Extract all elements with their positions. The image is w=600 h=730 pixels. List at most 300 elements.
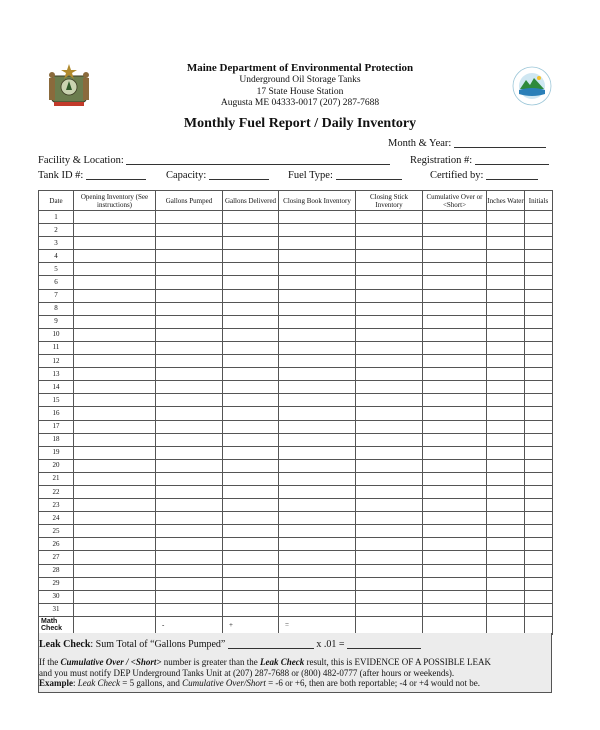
entry-cell[interactable] [223,237,279,250]
entry-cell[interactable] [279,564,356,577]
entry-cell[interactable] [423,394,487,407]
entry-cell[interactable] [74,538,156,551]
entry-cell[interactable] [74,328,156,341]
entry-cell[interactable] [356,407,423,420]
entry-cell[interactable] [279,499,356,512]
notify-text: and you must notify DEP Underground Tanks Unit at (207) 287-7688 or (800) 482-0777 (after hours or weekends). [39,667,455,678]
entry-cell[interactable] [156,315,223,328]
entry-cell[interactable] [423,381,487,394]
entry-cell[interactable] [74,381,156,394]
leak-check-label: Leak Check [39,639,91,650]
table-row [39,368,553,381]
entry-cell[interactable] [223,499,279,512]
entry-cell[interactable] [487,525,525,538]
month-year-field[interactable] [454,147,546,148]
page-title: Monthly Fuel Report / Daily Inventory [183,116,417,131]
entry-cell[interactable] [423,564,487,577]
entry-cell[interactable] [423,551,487,564]
entry-cell[interactable] [156,512,223,525]
entry-cell[interactable] [74,525,156,538]
table-row [39,590,553,603]
entry-cell[interactable] [356,590,423,603]
entry-cell[interactable] [74,499,156,512]
day-number: 14 [39,381,74,394]
entry-cell[interactable] [223,459,279,472]
entry-cell[interactable] [356,433,423,446]
entry-cell[interactable] [423,276,487,289]
entry-cell[interactable] [74,237,156,250]
entry-cell[interactable] [279,485,356,498]
entry-cell[interactable] [423,459,487,472]
entry-cell[interactable] [223,433,279,446]
entry-cell[interactable] [74,433,156,446]
entry-cell[interactable] [279,590,356,603]
entry-cell[interactable] [487,538,525,551]
math-cell[interactable] [525,616,553,634]
entry-cell[interactable] [423,250,487,263]
entry-cell[interactable] [356,250,423,263]
entry-cell[interactable] [156,355,223,368]
entry-cell[interactable] [74,577,156,590]
entry-cell[interactable] [356,538,423,551]
entry-cell[interactable] [525,355,553,368]
entry-cell[interactable] [156,459,223,472]
entry-cell[interactable] [487,381,525,394]
entry-cell[interactable] [74,263,156,276]
entry-cell[interactable] [487,263,525,276]
day-number: 15 [39,394,74,407]
entry-cell[interactable] [223,289,279,302]
entry-cell[interactable] [223,525,279,538]
entry-cell[interactable] [223,355,279,368]
entry-cell[interactable] [223,485,279,498]
entry-cell[interactable] [223,302,279,315]
entry-cell[interactable] [279,355,356,368]
entry-cell[interactable] [74,446,156,459]
agency-header [0,62,600,110]
math-cell[interactable] [423,616,487,634]
entry-cell[interactable] [356,472,423,485]
entry-cell[interactable] [74,315,156,328]
entry-cell[interactable] [487,315,525,328]
entry-cell[interactable] [74,302,156,315]
entry-cell[interactable] [525,512,553,525]
entry-cell[interactable] [423,407,487,420]
entry-cell[interactable] [156,237,223,250]
entry-cell[interactable] [423,590,487,603]
entry-cell[interactable] [423,302,487,315]
entry-cell[interactable] [487,368,525,381]
warning-emphasis: Cumulative Over / <Short> [60,657,162,667]
table-row [39,472,553,485]
entry-cell[interactable] [487,289,525,302]
entry-cell[interactable] [223,590,279,603]
entry-cell[interactable] [487,224,525,237]
entry-cell[interactable] [423,577,487,590]
entry-cell[interactable] [487,590,525,603]
entry-cell[interactable] [279,538,356,551]
day-number: 3 [39,237,74,250]
entry-cell[interactable] [525,211,553,224]
entry-cell[interactable] [223,368,279,381]
table-row [39,328,553,341]
entry-cell[interactable] [487,328,525,341]
entry-cell[interactable] [356,485,423,498]
entry-cell[interactable] [156,433,223,446]
certified-by-field[interactable] [486,179,538,180]
entry-cell[interactable] [356,237,423,250]
math-cell[interactable] [74,616,156,634]
entry-cell[interactable] [423,328,487,341]
entry-cell[interactable] [525,407,553,420]
entry-cell[interactable] [74,512,156,525]
entry-cell[interactable] [223,512,279,525]
entry-cell[interactable] [487,499,525,512]
entry-cell[interactable] [487,302,525,315]
entry-cell[interactable] [423,237,487,250]
entry-cell[interactable] [156,328,223,341]
entry-cell[interactable] [356,577,423,590]
entry-cell[interactable] [223,564,279,577]
entry-cell[interactable] [279,446,356,459]
entry-cell[interactable] [423,211,487,224]
entry-cell[interactable] [525,525,553,538]
tank-id-label: Tank ID #: [38,170,84,181]
entry-cell[interactable] [156,394,223,407]
table-row [39,302,553,315]
entry-cell[interactable] [356,499,423,512]
entry-cell[interactable] [423,472,487,485]
entry-cell[interactable] [525,446,553,459]
entry-cell[interactable] [279,603,356,616]
entry-cell[interactable] [279,551,356,564]
entry-cell[interactable] [525,499,553,512]
entry-cell[interactable] [423,603,487,616]
entry-cell[interactable] [487,433,525,446]
entry-cell[interactable] [223,224,279,237]
day-number: 21 [39,472,74,485]
entry-cell[interactable] [279,577,356,590]
example-text: = 5 gallons, and [120,678,183,688]
leak-check-formula: x .01 = [316,639,345,650]
entry-cell[interactable] [223,603,279,616]
entry-cell[interactable] [356,289,423,302]
entry-cell[interactable] [279,512,356,525]
entry-cell[interactable] [423,499,487,512]
entry-cell[interactable] [279,420,356,433]
entry-cell[interactable] [223,551,279,564]
day-number: 11 [39,341,74,354]
entry-cell[interactable] [356,459,423,472]
entry-cell[interactable] [525,250,553,263]
entry-cell[interactable] [156,577,223,590]
entry-cell[interactable] [423,525,487,538]
entry-cell[interactable] [423,433,487,446]
entry-cell[interactable] [525,472,553,485]
entry-cell[interactable] [525,302,553,315]
entry-cell[interactable] [356,420,423,433]
entry-cell[interactable] [423,263,487,276]
entry-cell[interactable] [525,459,553,472]
day-number: 24 [39,512,74,525]
tank-id-field[interactable] [86,179,146,180]
entry-cell[interactable] [74,289,156,302]
entry-cell[interactable] [356,263,423,276]
entry-cell[interactable] [156,381,223,394]
entry-cell[interactable] [525,420,553,433]
entry-cell[interactable] [356,603,423,616]
entry-cell[interactable] [525,224,553,237]
entry-cell[interactable] [279,525,356,538]
entry-cell[interactable] [279,263,356,276]
entry-cell[interactable] [525,394,553,407]
entry-cell[interactable] [279,328,356,341]
capacity-field[interactable] [209,179,269,180]
entry-cell[interactable] [487,512,525,525]
entry-cell[interactable] [74,250,156,263]
entry-cell[interactable] [487,237,525,250]
entry-cell[interactable] [156,368,223,381]
math-cell[interactable] [356,616,423,634]
table-row [39,289,553,302]
entry-cell[interactable] [487,603,525,616]
entry-cell[interactable] [156,499,223,512]
entry-cell[interactable] [156,603,223,616]
entry-cell[interactable] [223,472,279,485]
table-row [39,433,553,446]
entry-cell[interactable] [279,211,356,224]
entry-cell[interactable] [223,211,279,224]
entry-cell[interactable] [525,485,553,498]
entry-cell[interactable] [423,368,487,381]
day-number: 29 [39,577,74,590]
entry-cell[interactable] [525,551,553,564]
entry-cell[interactable] [525,564,553,577]
table-row [39,538,553,551]
leak-check-section [38,633,552,693]
entry-cell[interactable] [487,472,525,485]
entry-cell[interactable] [279,237,356,250]
example-line [39,678,480,688]
entry-cell[interactable] [487,577,525,590]
math-check-label: Math Check [39,616,74,634]
entry-cell[interactable] [525,368,553,381]
entry-cell[interactable] [74,211,156,224]
entry-cell[interactable] [156,407,223,420]
entry-cell[interactable] [74,368,156,381]
entry-cell[interactable] [356,302,423,315]
entry-cell[interactable] [356,368,423,381]
entry-cell[interactable] [156,590,223,603]
entry-cell[interactable] [156,564,223,577]
entry-cell[interactable] [74,551,156,564]
fuel-type-field[interactable] [336,179,402,180]
entry-cell[interactable] [487,407,525,420]
entry-cell[interactable] [223,276,279,289]
entry-cell[interactable] [487,459,525,472]
entry-cell[interactable] [423,355,487,368]
entry-cell[interactable] [74,276,156,289]
entry-cell[interactable] [487,355,525,368]
entry-cell[interactable] [223,446,279,459]
entry-cell[interactable] [223,381,279,394]
entry-cell[interactable] [487,446,525,459]
entry-cell[interactable] [74,603,156,616]
entry-cell[interactable] [156,420,223,433]
col-initials: Initials [525,191,553,211]
entry-cell[interactable] [356,341,423,354]
entry-cell[interactable] [279,224,356,237]
entry-cell[interactable] [223,263,279,276]
leak-check-result-field[interactable] [347,648,421,649]
entry-cell[interactable] [487,485,525,498]
entry-cell[interactable] [423,315,487,328]
entry-cell[interactable] [279,315,356,328]
entry-cell[interactable] [156,289,223,302]
inventory-table [38,190,553,635]
entry-cell[interactable] [356,551,423,564]
entry-cell[interactable] [356,394,423,407]
entry-cell[interactable] [525,538,553,551]
gallons-pumped-total-field[interactable] [228,648,314,649]
entry-cell[interactable] [279,250,356,263]
entry-cell[interactable] [279,394,356,407]
entry-cell[interactable] [223,420,279,433]
entry-cell[interactable] [74,341,156,354]
entry-cell[interactable] [223,250,279,263]
entry-cell[interactable] [487,211,525,224]
entry-cell[interactable] [525,603,553,616]
entry-cell[interactable] [423,538,487,551]
entry-cell[interactable] [279,302,356,315]
entry-cell[interactable] [156,224,223,237]
entry-cell[interactable] [356,446,423,459]
entry-cell[interactable] [279,341,356,354]
entry-cell[interactable] [525,328,553,341]
entry-cell[interactable] [156,341,223,354]
entry-cell[interactable] [156,485,223,498]
entry-cell[interactable] [525,381,553,394]
entry-cell[interactable] [223,577,279,590]
agency-city-phone: Augusta ME 04333-0017 (207) 287-7688 [220,98,380,108]
entry-cell[interactable] [156,263,223,276]
entry-cell[interactable] [74,355,156,368]
entry-cell[interactable] [156,538,223,551]
entry-cell[interactable] [156,211,223,224]
entry-cell[interactable] [525,263,553,276]
entry-cell[interactable] [279,368,356,381]
facility-field[interactable] [126,164,390,165]
day-number: 7 [39,289,74,302]
table-row [39,407,553,420]
entry-cell[interactable] [487,420,525,433]
entry-cell[interactable] [223,328,279,341]
entry-cell[interactable] [356,512,423,525]
entry-cell[interactable] [223,407,279,420]
entry-cell[interactable] [525,289,553,302]
math-cell[interactable] [487,616,525,634]
entry-cell[interactable] [423,512,487,525]
entry-cell[interactable] [156,525,223,538]
entry-cell[interactable] [279,276,356,289]
entry-cell[interactable] [74,224,156,237]
entry-cell[interactable] [279,289,356,302]
entry-cell[interactable] [423,289,487,302]
entry-cell[interactable] [525,237,553,250]
entry-cell[interactable] [525,577,553,590]
entry-cell[interactable] [356,355,423,368]
col-closing-stick-inventory: Closing Stick Inventory [356,191,423,211]
entry-cell[interactable] [423,485,487,498]
entry-cell[interactable] [223,315,279,328]
entry-cell[interactable] [356,564,423,577]
entry-cell[interactable] [423,446,487,459]
entry-cell[interactable] [156,472,223,485]
entry-cell[interactable] [356,276,423,289]
entry-cell[interactable] [423,420,487,433]
day-number: 28 [39,564,74,577]
entry-cell[interactable] [487,250,525,263]
entry-cell[interactable] [74,472,156,485]
fuel-type-row [288,170,402,181]
day-number: 27 [39,551,74,564]
entry-cell[interactable] [156,276,223,289]
entry-cell[interactable] [223,341,279,354]
entry-cell[interactable] [356,224,423,237]
entry-cell[interactable] [74,459,156,472]
entry-cell[interactable] [223,538,279,551]
entry-cell[interactable] [487,551,525,564]
entry-cell[interactable] [487,394,525,407]
entry-cell[interactable] [356,315,423,328]
entry-cell[interactable] [356,381,423,394]
entry-cell[interactable] [279,472,356,485]
entry-cell[interactable] [279,459,356,472]
entry-cell[interactable] [279,433,356,446]
entry-cell[interactable] [356,211,423,224]
entry-cell[interactable] [525,315,553,328]
entry-cell[interactable] [156,302,223,315]
entry-cell[interactable] [74,485,156,498]
certified-by-row [430,170,538,181]
entry-cell[interactable] [74,394,156,407]
entry-cell[interactable] [356,525,423,538]
entry-cell[interactable] [356,328,423,341]
registration-field[interactable] [475,164,549,165]
day-number: 19 [39,446,74,459]
entry-cell[interactable] [525,590,553,603]
entry-cell[interactable] [525,433,553,446]
entry-cell[interactable] [74,420,156,433]
entry-cell[interactable] [487,564,525,577]
entry-cell[interactable] [223,394,279,407]
entry-cell[interactable] [525,276,553,289]
warning-text: result, this is EVIDENCE OF A POSSIBLE LEAK [304,657,492,667]
entry-cell[interactable] [525,341,553,354]
entry-cell[interactable] [423,224,487,237]
entry-cell[interactable] [487,341,525,354]
entry-cell[interactable] [423,341,487,354]
entry-cell[interactable] [487,276,525,289]
entry-cell[interactable] [156,446,223,459]
entry-cell[interactable] [74,407,156,420]
entry-cell[interactable] [279,407,356,420]
entry-cell[interactable] [156,250,223,263]
entry-cell[interactable] [74,590,156,603]
entry-cell[interactable] [279,381,356,394]
entry-cell[interactable] [74,564,156,577]
entry-cell[interactable] [156,551,223,564]
